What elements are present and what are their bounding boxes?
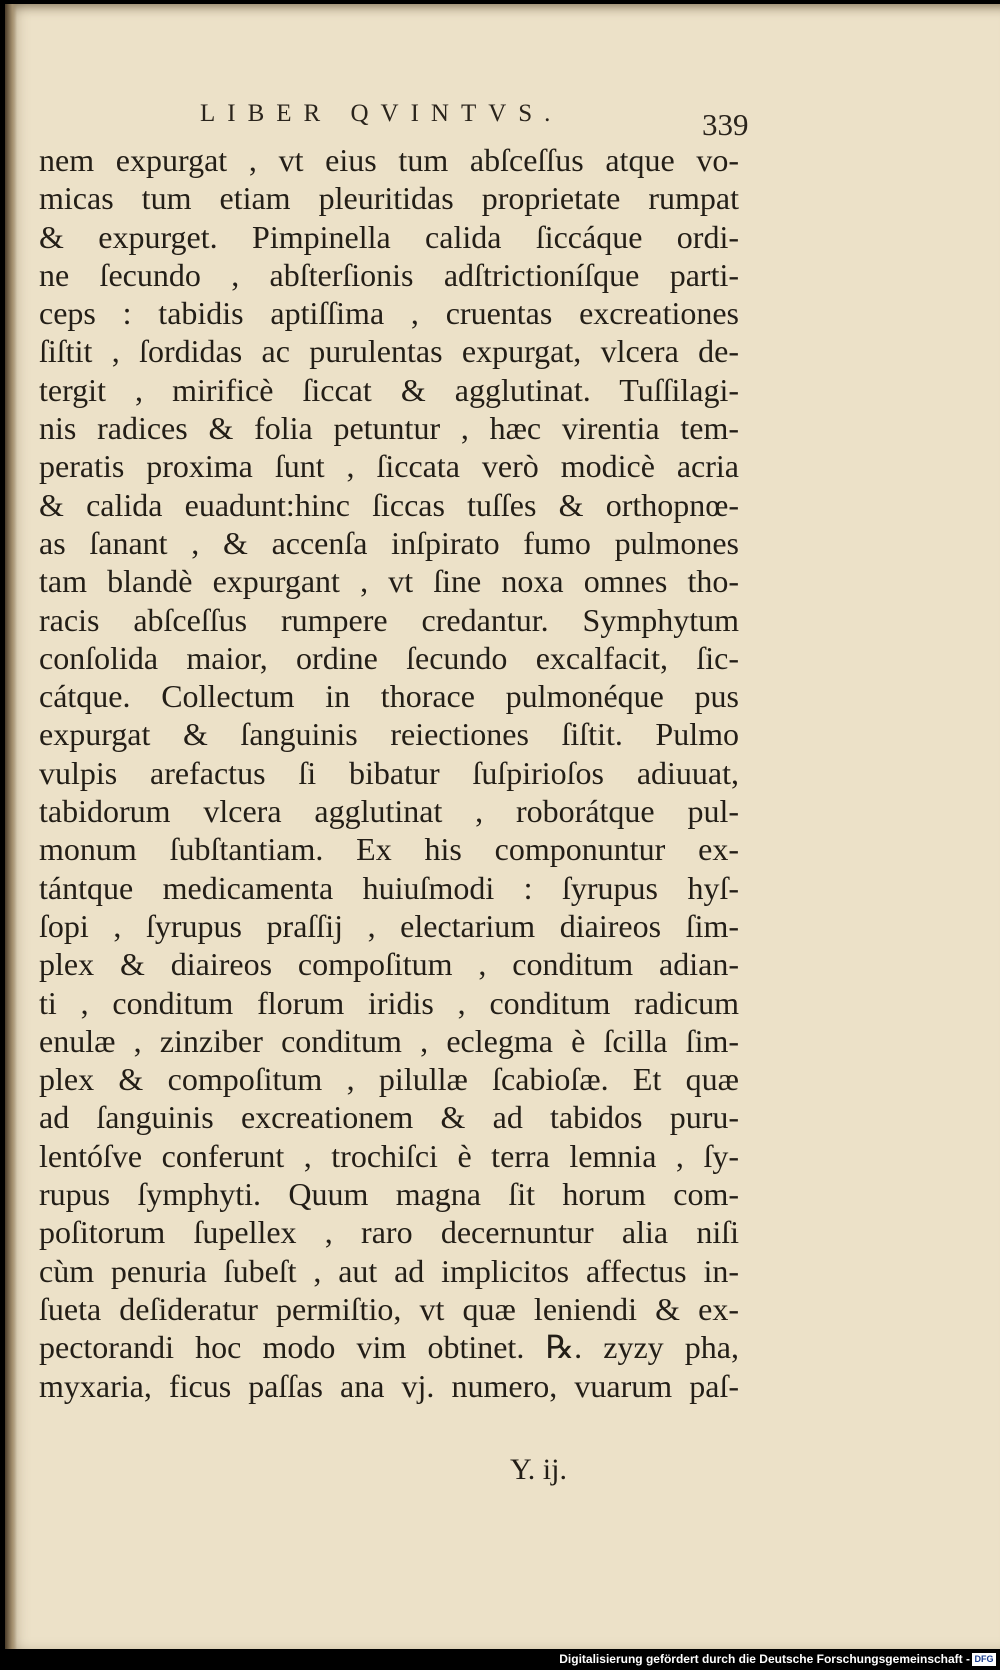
text-line: plex & compoſitum , pilullæ ſcabioſæ. Et quæ: [39, 1061, 739, 1098]
text-line: ſopi , ſyrupus praſſij , electarium diaireos ſim-: [39, 907, 739, 944]
funding-credit: Digitalisierung gefördert durch die Deutsche Forschungsgemeinschaft -: [559, 1652, 970, 1666]
text-line: tántque medicamenta huiuſmodi : ſyrupus hyſ-: [39, 869, 739, 906]
text-line: tergit , mirificè ſiccat & agglutinat. Tuſſilagi-: [39, 371, 739, 408]
text-line: tam blandè expurgant , vt ſine noxa omnes tho-: [39, 563, 739, 600]
book-page: [5, 4, 1000, 1649]
text-line: nis radices & folia petuntur , hæc virentia tem-: [39, 410, 739, 447]
text-line: ne ſecundo , abſterſionis adſtrictioníſque parti-: [39, 256, 739, 293]
body-text: [39, 141, 739, 1405]
text-line: racis abſceſſus rumpere credantur. Symphytum: [39, 601, 739, 638]
page-number: 339: [702, 107, 749, 142]
text-line: cátque. Collectum in thorace pulmonéque pus: [39, 678, 739, 715]
text-line: ad ſanguinis excreationem & ad tabidos puru-: [39, 1099, 739, 1136]
text-line: poſitorum ſupellex , raro decernuntur alia niſi: [39, 1214, 739, 1251]
text-line: cùm penuria ſubeſt , aut ad implicitos affectus in-: [39, 1252, 739, 1289]
text-line: expurgat & ſanguinis reiectiones ſiſtit. Pulmo: [39, 716, 739, 753]
text-line: conſolida maior, ordine ſecundo excalfacit, ſic-: [39, 639, 739, 676]
text-line: enulæ , zinziber conditum , eclegma è ſcilla ſim-: [39, 1022, 739, 1059]
text-line: rupus ſymphyti. Quum magna ſit horum com-: [39, 1176, 739, 1213]
running-head: LIBER QVINTVS.: [200, 100, 563, 127]
text-line: nem expurgat , vt eius tum abſceſſus atque vo-: [39, 142, 739, 178]
page-binding-edge: [5, 4, 17, 1649]
text-line: lentóſve conferunt , trochiſci è terra lemnia , ſy-: [39, 1137, 739, 1174]
signature-mark: Y. ij.: [510, 1453, 567, 1486]
text-line: ſiſtit , ſordidas ac purulentas expurgat, vlcera de-: [39, 333, 739, 370]
text-line: vulpis arefactus ſi bibatur ſuſpirioſos adiuuat,: [39, 754, 739, 791]
text-line: myxaria, ficus paſſas ana vj. numero, vuarum paſ-: [39, 1367, 739, 1404]
text-line: peratis proxima ſunt , ſiccata verò modicè acria: [39, 448, 739, 485]
text-line: micas tum etiam pleuritidas proprietate rumpat: [39, 180, 739, 217]
text-line: & expurget. Pimpinella calida ſiccáque ordi-: [39, 218, 739, 255]
text-line: & calida euadunt:hinc ſiccas tuſſes & orthopnœ-: [39, 486, 739, 523]
text-line: ti , conditum florum iridis , conditum radicum: [39, 984, 739, 1021]
text-line: as ſanant , & accenſa inſpirato fumo pulmones: [39, 524, 739, 561]
dfg-logo: DFG: [972, 1653, 996, 1666]
text-line: monum ſubſtantiam. Ex his componuntur ex-: [39, 831, 739, 868]
text-line: ceps : tabidis aptiſſima , cruentas excreationes: [39, 295, 739, 332]
text-line: ſueta deſideratur permiſtio, vt quæ leniendi & ex-: [39, 1290, 739, 1327]
text-line: plex & diaireos compoſitum , conditum adian-: [39, 946, 739, 983]
text-line: pectorandi hoc modo vim obtinet. ℞. zyzy pha,: [39, 1329, 739, 1366]
text-line: tabidorum vlcera agglutinat , roborátque pul-: [39, 793, 739, 830]
